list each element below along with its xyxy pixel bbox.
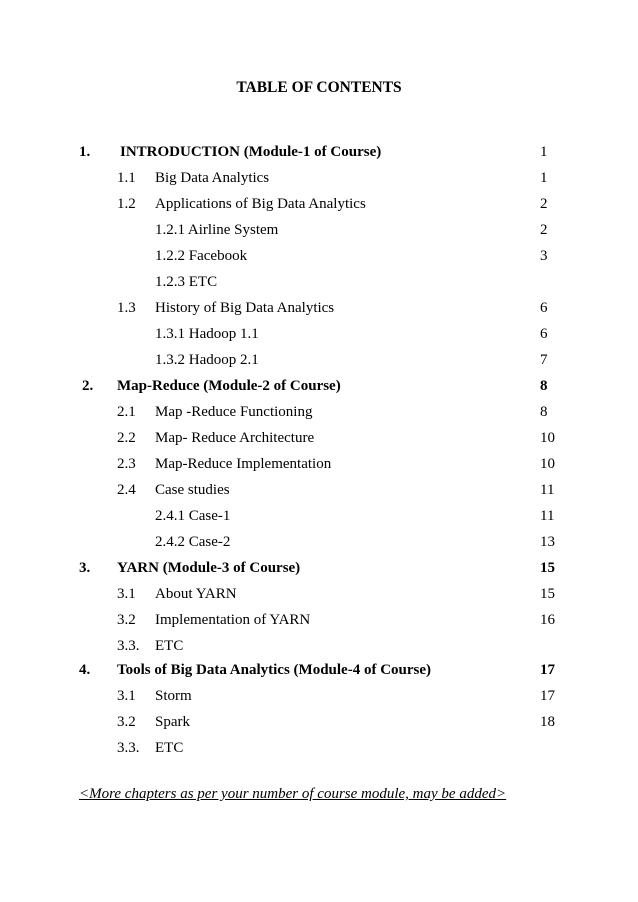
section-number: 3.2: [117, 612, 136, 628]
toc-section: [0, 402, 638, 422]
section-title: Implementation of YARN: [155, 612, 311, 628]
toc-section: [0, 298, 638, 318]
subsection-title: 1.2.3 ETC: [155, 274, 218, 290]
section-title: Case studies: [155, 482, 230, 498]
toc-section: [0, 454, 638, 474]
toc-chapter: [0, 660, 638, 680]
toc-subsection: [0, 506, 638, 526]
toc-section: [0, 636, 638, 656]
chapter-number: 2.: [82, 378, 94, 394]
toc-section: [0, 738, 638, 758]
page-number: 11: [540, 482, 555, 498]
toc-subsection: [0, 220, 638, 240]
page-number: 8: [540, 378, 548, 394]
page-number: 2: [540, 196, 548, 212]
toc-subsection: [0, 272, 638, 292]
page-number: 7: [540, 352, 548, 368]
section-number: 2.1: [117, 404, 136, 420]
toc-section: [0, 428, 638, 448]
chapter-number: 4.: [79, 662, 91, 678]
toc-subsection: [0, 324, 638, 344]
toc-section: [0, 584, 638, 604]
toc-section: [0, 194, 638, 214]
section-number: 3.2: [117, 714, 136, 730]
footer-note: <More chapters as per your number of course module, may be added>: [79, 786, 507, 802]
page-number: 3: [540, 248, 548, 264]
page-number: 8: [540, 404, 548, 420]
toc-section: [0, 610, 638, 630]
toc-section: [0, 480, 638, 500]
toc-chapter: [0, 142, 638, 162]
toc-subsection: [0, 246, 638, 266]
page-number: 16: [540, 612, 555, 628]
subsection-title: 1.3.1 Hadoop 1.1: [155, 326, 259, 342]
page-number: 1: [540, 144, 548, 160]
toc-subsection: [0, 532, 638, 552]
section-number: 2.3: [117, 456, 136, 472]
section-title: Big Data Analytics: [155, 170, 270, 186]
chapter-number: 1.: [79, 144, 91, 160]
chapter-title: INTRODUCTION (Module-1 of Course): [120, 144, 382, 160]
section-number: 3.1: [117, 688, 136, 704]
toc-section: [0, 168, 638, 188]
subsection-title: 1.2.1 Airline System: [155, 222, 279, 238]
section-number: 3.3.: [117, 638, 140, 654]
page-number: 2: [540, 222, 548, 238]
chapter-title: Tools of Big Data Analytics (Module-4 of Course): [117, 662, 432, 678]
subsection-title: 1.3.2 Hadoop 2.1: [155, 352, 259, 368]
section-title: Map- Reduce Architecture: [155, 430, 315, 446]
section-number: 1.3: [117, 300, 136, 316]
section-number: 1.1: [117, 170, 136, 186]
section-title: Map-Reduce Implementation: [155, 456, 332, 472]
toc-chapter: [0, 376, 638, 396]
page-number: 10: [540, 456, 555, 472]
page-number: 6: [540, 300, 548, 316]
section-title: Map -Reduce Functioning: [155, 404, 313, 420]
page-title: TABLE OF CONTENTS: [236, 79, 402, 96]
page-number: 15: [540, 560, 555, 576]
page-number: 10: [540, 430, 555, 446]
section-title: Storm: [155, 688, 192, 704]
toc-section: [0, 712, 638, 732]
page-number: 18: [540, 714, 555, 730]
section-number: 3.1: [117, 586, 136, 602]
section-title: Applications of Big Data Analytics: [155, 196, 366, 212]
subsection-title: 1.2.2 Facebook: [155, 248, 248, 264]
page-number: 17: [540, 662, 555, 678]
page-number: 1: [540, 170, 548, 186]
page-number: 15: [540, 586, 555, 602]
page-number: 13: [540, 534, 555, 550]
section-title: About YARN: [155, 586, 237, 602]
toc-chapter: [0, 558, 638, 578]
section-number: 3.3.: [117, 740, 140, 756]
chapter-title: YARN (Module-3 of Course): [117, 560, 301, 576]
page-number: 11: [540, 508, 555, 524]
section-title: Spark: [155, 714, 190, 730]
section-title: History of Big Data Analytics: [155, 300, 335, 316]
section-number: 2.2: [117, 430, 136, 446]
section-title: ETC: [155, 638, 184, 654]
subsection-title: 2.4.2 Case-2: [155, 534, 231, 550]
toc-subsection: [0, 350, 638, 370]
chapter-title: Map-Reduce (Module-2 of Course): [117, 378, 341, 394]
page-number: 6: [540, 326, 548, 342]
section-number: 2.4: [117, 482, 136, 498]
toc-section: [0, 686, 638, 706]
section-title: ETC: [155, 740, 184, 756]
page-number: 17: [540, 688, 555, 704]
section-number: 1.2: [117, 196, 136, 212]
chapter-number: 3.: [79, 560, 91, 576]
subsection-title: 2.4.1 Case-1: [155, 508, 231, 524]
